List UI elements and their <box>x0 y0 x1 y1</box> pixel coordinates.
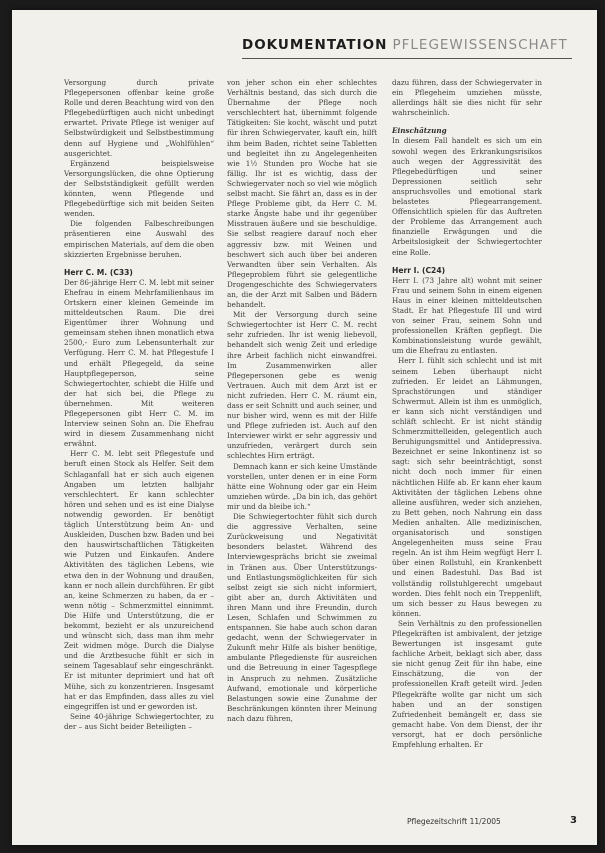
paragraph: In diesem Fall handelt es sich um ein sowohl wegen des Erkrankungsrisikos auch wegen der Aggressivität des Pflegebedürftigen und seiner Depressionen seitlich sehr anspruchsvolles und emotional stark belastetes Pflegearrangement. Offensichtlich spielen für das Auftreten der Probleme das Arrangement auch finanzielle Erwägungen und die Arbeitslosigkeit der Schwiegertochter eine Rolle. <box>392 136 542 257</box>
paragraph: Herr C. M. lebt seit Pflegestufe und beruft einen Stock als Helfer. Seit dem Schlaganfall hat er sich auch eigenen Angaben um letzten halbjahr verschlechtert. Er kann schlechter hören und sehen und es ist eine Dialyse notwendig geworden. Er benötigt täglich Unterstützung beim An- und Auskleiden, Duschen bzw. Baden und bei den hauswirtschaftlichen Tätigkeiten wie Putzen und Einkaufen. Andere Aktivitäten des täglichen Lebens, wie etwa den in der Wohnung und draußen, kann er noch allein durchführen. Er gibt an, keine Schmerzen zu haben, da er – wenn nötig – Schmerzmittel einnimmt. Die Hilfe und Unterstützung, die er bekommt, bezieht er als unzureichend und wünscht sich, dass man ihm mehr Zeit widmen möge. Durch die Dialyse und die Arztbesuche fühlt er sich in seinem Tagesablauf sehr eingeschränkt. Er ist mitunter deprimiert und hat oft Mühe, sich zu konzentrieren. Insgesamt hat er das Empfinden, dass alles zu viel eingegriffen ist und er geworden ist. <box>64 449 214 711</box>
section-heading: Herr C. M. (C33) <box>64 267 133 277</box>
paragraph: Sein Verhältnis zu den professionellen Pflegekräften ist ambivalent, der jetzige Bewertungen ist insgesamt gute fachliche Arbeit, beklagt sich aber, dass sie nicht genug Zeit für ihn habe, eine Einschätzung, die von der professionellen Kraft geteilt wird. Jeden Pflegekräfte wollte gar nicht um sich haben und an der sonstigen Zufriedenheit bemängelt er, dass sie gemacht habe. Von dem Dienst, der ihr versorgt, hat er doch persönliche Empfehlung erhalten. Er <box>392 618 542 749</box>
header-dokumentation: DOKUMENTATION <box>242 37 388 53</box>
paragraph: Ergänzend beispielsweise Versorgungslücken, die ohne Optierung der Selbstständigkeit gefüllt werden könnten, wenn Pflegende und Pflegebedürftige sich mit beiden Seiten wenden. <box>64 158 214 219</box>
page-footer <box>407 815 577 829</box>
header-pflegewissenschaft: PFLEGEWISSENSCHAFT <box>392 37 568 53</box>
paragraph: Demnach kann er sich keine Umstände vorstellen, unter denen er in eine Form hätte eine Wohnung oder gar ein Heim umziehen würde. „Da bin ich, das gehört mir und da bleibe ich.“ <box>227 461 377 511</box>
paragraph: Die folgenden Falbeschreibungen präsentieren eine Auswahl des empirischen Materials, auf dem die oben skizzierten Ergebnisse beruhen. <box>64 219 214 259</box>
text-column-2 <box>227 78 377 724</box>
paragraph: Mit der Versorgung durch seine Schwiegertochter ist Herr C. M. recht sehr zufrieden. Ihr ist wenig liebevoll, behandelt sich wenig Zeit und erledige ihre Arbeit fachlich nicht einwandfrei. Im Zusammenwirken aller Pflegepersonen gebe es wenig Vertrauen. Auch mit dem Arzt ist er nicht zufrieden. Herr C. M. räumt ein, dass er seit Schnitt und auch seiner, und nur bisher wird, wenn es mit der Hilfe und Pflege zufrieden ist. Auch auf den Interviewer wirkt er sehr aggressiv und unzufrieden, verärgert durch sein schlechtes Hirn erträgt. <box>227 310 377 461</box>
paragraph: dazu führen, dass der Schwiegervater in ein Pflegeheim umziehen müsste, allerdings hält sie dies nicht für sehr wahrscheinlich. <box>392 78 542 118</box>
paragraph: Herr I. fühlt sich schlecht und ist mit seinem Leben überhaupt nicht zufrieden. Er leidet an Lähmungen, Sprachstörungen und ständiger Schwermut. Allein ist ihm es unmöglich, er kann sich nicht verständigen und schläft schlecht. Er ist nicht ständig Schmerzmittelleiden, gelegentlich auch Beruhigungsmittel und Antidepressiva. Bezeichnet er seine Inkontinenz ist so sagt: sich sehr beeinträchtigt, sonst nicht doch noch immer für einen nächtlichen Hilfe ab. Er kann eher kaum Aktivitäten der täglichen Lebens ohne alleine ausführen, weder sich anziehen, zu Bett gehen, noch Nahrung ein dass Medien anhalten. Alle medizinischen, organisatorisch und sonstigen Angelegenheiten muss seine Frau regeln. An ist ihm Heim wegfügt Herr I. über einen Rollstuhl, ein Krankenbett und einen Badestuhl. Das Bad ist vollständig rollstuhlgerecht umgebaut worden. Dies fehlt noch ein Treppenlift, um sich besser zu Haus bewegen zu können. <box>392 356 542 618</box>
text-column-1 <box>64 78 214 732</box>
paragraph: Die Schwiegertochter fühlt sich durch die aggressive Verhalten, seine Zurückweisung und Negativität besonders belastet. Während des Interviewgesprächs bricht sie zweimal in Tränen aus. Über Unterstützungs- und Entlastungsmöglichkeiten für sich selbst zeigt sie sich nicht informiert, gibt aber an, durch Aktivitäten und ihren Mann und ihre Freundin, durch Lesen, Schlafen und Schwimmen zu entspannen. Sie habe auch schon daran gedacht, wenn der Schwiegervater in Zukunft mehr Hilfe als bisher benötige, ambulante Pflegedienste für ausreichen und die Betreuung in einer Tagespflege in Anspruch zu nehmen. Zusätzliche Aufwand, emotionale und körperliche Belastungen sowie eine Zunahme der Beschränkungen könnten ihrer Meinung nach dazu führen, <box>227 512 377 723</box>
paragraph: von jeher schon ein eher schlechtes Verhältnis bestand, das sich durch die Übernahme der Pflege noch verschlechtert hat, übernimmt folgende Tätigkeiten: Sie kocht, wäscht und putzt für ihren Schwiegervater, kauft ein, hilft ihm beim Baden, richtet seine Tabletten und begleitet ihn zu Angelegenheiten wie 1½ Stunden pro Woche hat sie fällig. Ihr ist es wichtig, dass der Schwiegervater noch so viel wie möglich selbst macht. Sie fährt an, dass es in der Pflege Probleme gibt, da Herr C. M. starke Ängste habe und ihr gegenüber Misstrauen äußere und sie beschuldige. Sie selbst reagiere darauf noch eher aggressiv bzw. mit Weinen und beschwert sich auch über bei anderen Verwandten über sein Verhalten. Als Pflegeproblem führt sie gelegentliche Drogengeschichte des Schwiegervaters an, die der Arzt mit Salben und Bädern behandelt. <box>227 78 377 310</box>
paragraph: Versorgung durch private Pflegepersonen offenbar keine große Rolle und deren Beachtung wird von den Pflegebedürftigen auch nicht unbedingt erwartet. Private Pflege ist weniger auf Selbstwürdigkeit und Selbstbestimmung denn auf Hygiene und „Wohlfühlen“ ausgerichtet. <box>64 78 214 158</box>
section-header <box>242 34 572 56</box>
section-heading: Einschätzung <box>392 126 447 136</box>
paragraph: Seine 40-jährige Schwiegertochter, zu der – aus Sicht beider Beteiligten – <box>64 711 214 731</box>
footer-journal: Pflegezeitschrift 11/2005 <box>407 817 501 826</box>
section-heading: Herr I. (C24) <box>392 265 446 275</box>
paragraph: Herr I. (73 Jahre alt) wohnt mit seiner Frau und seinem Sohn in einem eigenen Haus in einer kleinen mitteldeutschen Stadt. Er hat Pflegestufe III und wird von seiner Frau, seinem Sohn und professionellen Kräften gepflegt. Die Kombinationsleistung wurde gewählt, um die Ehefrau zu entlasten. <box>392 275 542 356</box>
page-number: 3 <box>570 815 577 826</box>
header-rule <box>242 58 572 59</box>
paragraph: Der 86-jährige Herr C. M. lebt mit seiner Ehefrau in einem Mehrfamilienhaus im Ortskern einer kleinen Gemeinde im mitteldeutschen Raum. Die drei Eigentümer ihrer Wohnung und gemeinsam stehen ihnen monatlich etwa 2500,- Euro zum Lebensunterhalt zur Verfügung. Herr C. M. hat Pflegestufe I und erhält Pflegegeld, da seine Hauptpflegeperson, seine Schwiegertochter, schiebt die Hilfe und der hat sich bei, die Pflege zu übernehmen. Mit weiteren Pflegepersonen gibt Herr C. M. im Interview seinen Sohn an. Die Ehefrau wird in diesem Zusammenhang nicht erwähnt. <box>64 277 214 449</box>
document-page <box>12 10 597 845</box>
text-column-3 <box>392 78 542 750</box>
